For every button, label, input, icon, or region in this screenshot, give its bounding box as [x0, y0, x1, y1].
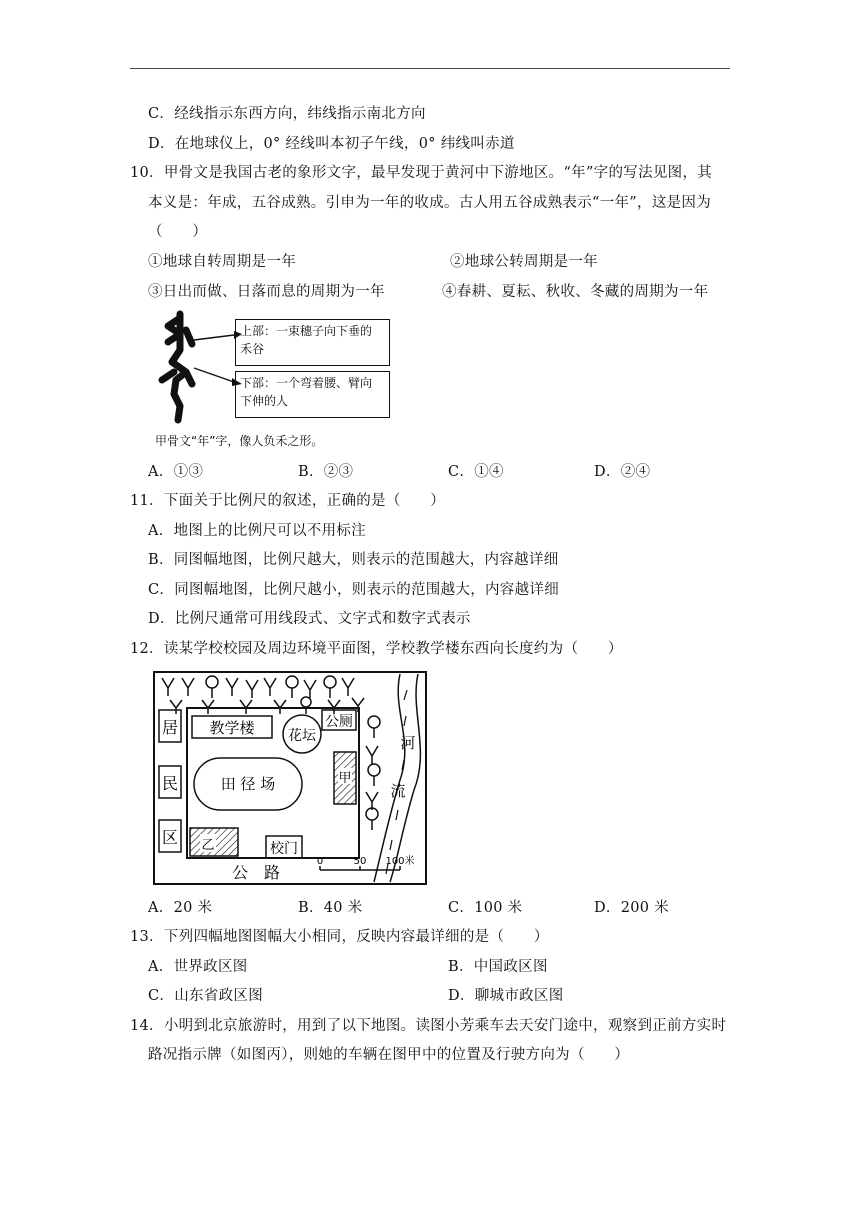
map-label-teaching: 教学楼	[209, 719, 255, 737]
map-label-road: 公 路	[231, 863, 281, 882]
q12-stem: 12．读某学校校园及周边环境平面图，学校教学楼东西向长度约为（ ）	[130, 641, 623, 657]
scale-label-0: 0	[316, 856, 324, 867]
q11-option-c: C．同图幅地图，比例尺越小，则表示的范围越大，内容越详细	[148, 582, 559, 598]
q12-option-c: C．100 米	[448, 900, 523, 916]
q10-stem-line2: 本义是：年成，五谷成熟。引申为一年的收成。古人用五谷成熟表示“一年”，这是因为	[148, 195, 712, 211]
map-label-river1: 河	[400, 734, 416, 752]
scale-label-50: 50	[353, 856, 367, 867]
q9-option-c: C．经线指示东西方向，纬线指示南北方向	[148, 106, 426, 122]
q9-option-d: D．在地球仪上，0° 经线叫本初子午线，0° 纬线叫赤道	[148, 136, 515, 152]
q14-stem-line1: 14．小明到北京旅游时，用到了以下地图。读图小芳乘车去天安门途中，观察到正前方实时	[130, 1018, 727, 1034]
q13-option-a: A．世界政区图	[148, 959, 248, 975]
map-label-jia: 甲	[338, 771, 352, 786]
q10-option-b: B．②③	[298, 464, 354, 480]
q10-stem-line3: （ ）	[148, 224, 208, 240]
q13-stem: 13．下列四幅地图图幅大小相同，反映内容最详细的是（ ）	[130, 929, 549, 945]
map-label-garden: 花坛	[288, 728, 316, 744]
map-label-qu: 区	[161, 828, 179, 847]
nian-top-annotation-line1: 上部：一束穗子向下垂的	[240, 324, 373, 338]
map-label-gate: 校门	[270, 841, 298, 857]
nian-bottom-annotation-line1: 下部：一个弯着腰、臂向	[240, 376, 373, 390]
nian-top-annotation-line2: 禾谷	[240, 342, 265, 356]
q10-statement-1: ①地球自转周期是一年	[148, 254, 296, 270]
map-label-toilet: 公厕	[325, 714, 353, 730]
scale-label-100: 100米	[385, 856, 415, 867]
q12-option-a: A．20 米	[148, 900, 213, 916]
q11-option-b: B．同图幅地图，比例尺越大，则表示的范围越大，内容越详细	[148, 552, 559, 568]
nian-bottom-annotation-line2: 下伸的人	[240, 394, 289, 408]
header-rule	[130, 68, 730, 69]
nian-figure-caption: 甲骨文“年”字，像人负禾之形。	[155, 434, 324, 448]
q13-option-c: C．山东省政区图	[148, 988, 263, 1004]
q10-option-a: A．①③	[148, 464, 204, 480]
q10-stem-line1: 10．甲骨文是我国古老的象形文字，最早发现于黄河中下游地区。“年”字的写法见图，其	[130, 165, 713, 181]
q10-option-d: D．②④	[594, 464, 651, 480]
q13-option-b: B．中国政区图	[448, 959, 548, 975]
q13-option-d: D．聊城市政区图	[448, 988, 564, 1004]
map-label-ju: 居	[161, 718, 179, 737]
nian-top-annotation	[235, 319, 390, 366]
q11-option-a: A．地图上的比例尺可以不用标注	[148, 523, 366, 539]
nian-bottom-annotation	[235, 371, 390, 418]
map-label-yi: 乙	[201, 838, 215, 853]
q12-option-d: D．200 米	[594, 900, 670, 916]
q12-option-b: B．40 米	[298, 900, 363, 916]
map-label-min: 民	[161, 774, 179, 793]
q11-stem: 11．下面关于比例尺的叙述，正确的是（ ）	[130, 493, 446, 509]
q10-option-c: C．①④	[448, 464, 504, 480]
campus-map	[152, 670, 430, 888]
map-label-field: 田 径 场	[220, 775, 276, 793]
q14-stem-line2: 路况指示牌（如图丙），则她的车辆在图甲中的位置及行驶方向为（ ）	[148, 1047, 630, 1063]
q10-statement-3: ③日出而做、日落而息的周期为一年	[148, 284, 385, 300]
q10-statement-4: ④春耕、夏耘、秋收、冬藏的周期为一年	[442, 284, 709, 300]
map-label-river2: 流	[390, 782, 406, 800]
q11-option-d: D．比例尺通常可用线段式、文字式和数字式表示	[148, 611, 471, 627]
q10-statement-2: ②地球公转周期是一年	[450, 254, 598, 270]
